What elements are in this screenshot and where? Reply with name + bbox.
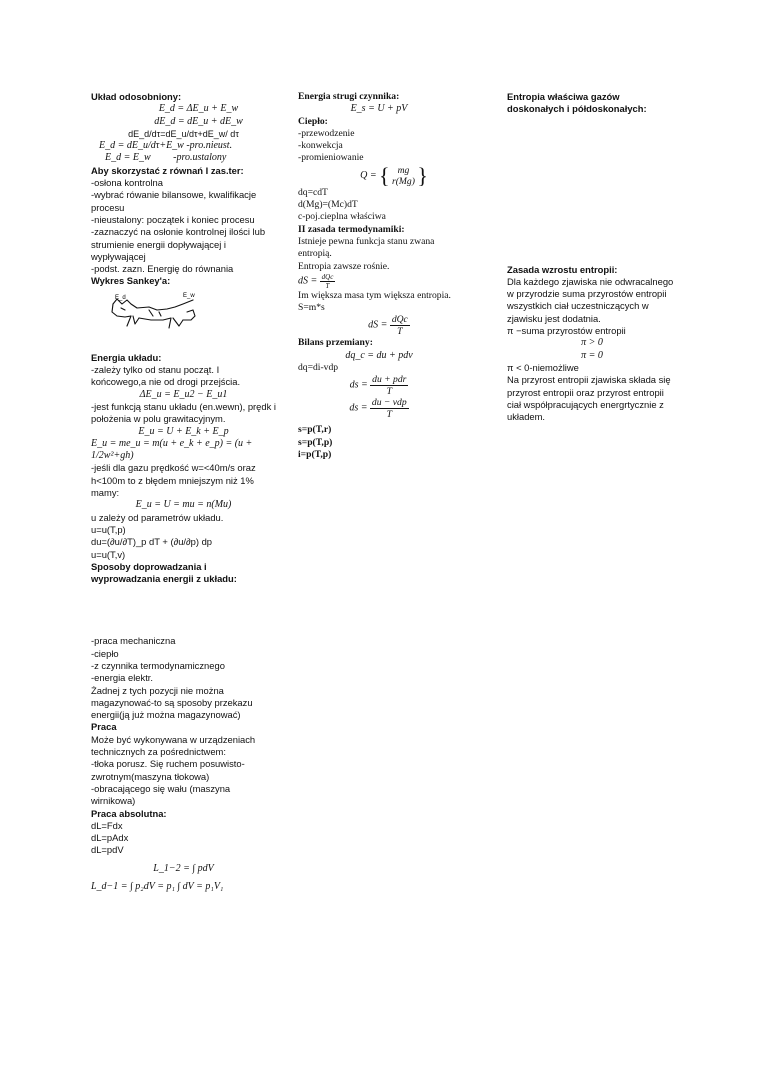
u-tv: u=u(T,v) [91,548,126,560]
tail-item: i=p(T,p) [298,448,332,460]
ds3-left: ds = [349,380,368,392]
ii-text-2: Entropia zawsze rośnie. [298,260,390,272]
equation-eu-3: E_u = U = mu = n(Mu) [135,499,232,511]
s-ms: S=m*s [298,302,325,314]
sankey-label-ew: E_w [183,292,195,299]
aby-item: -zaznaczyć na osłonie kontrolnej ilości lub strumienie energii dopływającej i wypływającej [91,226,266,262]
absolutna-item: dL=Fdx [91,819,123,831]
pi-definition: π −suma przyrostów entropii [507,325,626,337]
aby-item: -wybrać rówanie bilansowe, kwalifikacje procesu [91,189,257,213]
column-left [91,91,276,893]
ds3-den: T [386,386,392,398]
heading-praca-absolutna: Praca absolutna: [91,807,167,819]
u-tp: u=u(T,p) [91,523,126,535]
def-item: c-poj.cieplna właściwa [298,211,386,223]
pi-2: π = 0 [581,349,603,361]
q-left: Q = [360,169,377,181]
heading-aby-skorzystac: Aby skorzystać z równań I zas.ter: [91,164,244,176]
equation-delta-eu: ΔE_u = E_u2 − E_u1 [139,388,228,400]
def-item: d(Mg)=(Mc)dT [298,199,358,211]
sankey-diagram-sketch [109,290,199,340]
ds4-num: du − vdp [371,397,407,409]
equation-ed-3: dE_d/dτ=dE_u/dτ+dE_w/ dτ [128,128,239,139]
equation-ld1: L_d−1 = ∫ p₂dV = p₁ ∫ dV = p₁V₁ [91,881,224,893]
energia-text-3: -jeśli dla gazu prędkość w=<40m/s oraz h<100m to z błędem mniejszym niż 1% mamy: [91,462,256,499]
equation-dqc: dq_c = du + pdv [345,349,413,361]
praca-item: Może być wykonywana w urządzeniach technicznych za pośrednictwem: [91,733,256,758]
fraction [370,374,408,397]
tail-item: s=p(T,p) [298,436,333,448]
sposoby-item: Żadnej z tych pozycji nie można magazynować-to są sposoby przekazu energii(ją już można magazynować) [91,684,253,721]
heading-zasada-wzrostu: Zasada wzrostu entropii: [507,263,618,275]
equation-q [298,162,460,188]
heading-sposoby: Sposoby doprowadzania i wyprowadzania energii z układu: [91,560,237,585]
brace-close-icon: } [417,162,428,188]
zasada-text: Dla każdego zjawiska nie odwracalnego w przyrodzie suma przyrostów entropii wszystkich ciał uczestniczących w zjawisku jest dodatnia. [507,275,674,324]
ds3-num: du + pdr [372,374,407,386]
fraction [320,273,336,290]
heading-energia-ukladu: Energia układu: [91,351,162,363]
energia-text-2: -jest funkcją stanu układu (en.wewn), prędk i położenia w polu grawitacyjnym. [91,400,276,425]
q-case-1: mg [397,164,410,176]
aby-item: -podst. zazn. Energię do równania [91,263,234,275]
heading-cieplo: Ciepło: [298,115,328,127]
equation-ds-3 [298,374,460,397]
heading-sankey: Wykres Sankey'a: [91,275,171,287]
equation-ed-4: E_d = dE_u/dτ+E_w -pro.nieust. [99,140,233,152]
ds2-num: dQc [391,314,408,326]
cieplo-item: -przewodzenie [298,127,355,139]
praca-item: -obracającego się wału (maszyna wirnikowa) [91,782,231,807]
equation-ds-4 [298,397,460,420]
cieplo-item: -promieniowanie [298,152,364,164]
aby-item: -osłona kontrolna [91,177,163,189]
energia-text-4: u zależy od parametrów układu. [91,511,224,523]
aby-item: -nieustalony: początek i koniec procesu [91,213,255,225]
tail-item: s=p(T,r) [298,424,332,436]
heading-bilans: Bilans przemiany: [298,337,373,349]
pi-1: π > 0 [581,337,603,349]
column-right [507,91,677,423]
heading-praca: Praca [91,721,117,733]
ds2-den: T [397,326,403,338]
ds4-left: ds = [349,403,368,415]
equation-eu-2: E_u = me_u = m(u + e_k + e_p) = (u + 1/2w²+gh) [91,437,253,462]
heading-uklad-odosobniony: Układ odosobniony: [91,91,182,102]
fraction [370,397,409,420]
pi-3: π < 0-niemożliwe [507,361,579,373]
equation-eu: E_u = U + E_k + E_p [138,425,229,437]
heading-ii-zasada: II zasada termodynamiki: [298,223,405,235]
q-cases [392,165,415,187]
fraction [390,314,410,337]
zasada-text-2: Na przyrost entropii zjawiska składa się przyrost entropii oraz przyrost entropii ciał współpracujących energrtycznie z układem. [507,374,671,423]
absolutna-item: dL=pAdx [91,832,129,844]
ds-den: T [325,281,330,290]
sankey-label-ed: E_d [115,294,126,301]
ds-left: dS = [298,275,318,287]
equation-ed-2: dE_d = dE_u + dE_w [154,115,243,127]
def-item: dq=cdT [298,186,328,198]
heading-entropia-wlasciwa: Entropia właściwa gazów doskonałych i półdoskonałych: [507,91,647,115]
ds-num: dQc [321,272,334,281]
ds2-left: dS = [368,320,388,332]
energia-text: -zależy tylko od stanu począt. I końcowego,a nie od drogi przejścia. [91,364,241,388]
equation-ds-small [298,273,460,290]
ii-text-1: Istnieje pewna funkcja stanu zwana entropią. [298,235,435,260]
sposoby-item: -energia elektr. [91,672,154,684]
equation-ed-5: E_d = E_w -pro.ustalony [105,152,227,164]
sposoby-item: -z czynnika termodynamicznego [91,659,225,671]
column-middle [298,91,460,461]
cieplo-item: -konwekcja [298,140,343,152]
absolutna-item: dL=pdV [91,844,124,856]
sposoby-item: -ciepło [91,647,119,659]
du-equation: du=(∂u/∂T)_p dT + (∂u/∂p) dp [91,536,213,548]
ds4-den: T [386,409,392,421]
brace-icon: { [379,162,390,188]
equation-es: E_s = U + pV [350,103,408,115]
heading-energia-strugi: Energia strugi czynnika: [298,91,400,102]
ii-text-3: Im większa masa tym większa entropia. [298,289,451,301]
equation-dq: dq=di-vdp [298,362,339,374]
sposoby-item: -praca mechaniczna [91,635,176,647]
equation-l12: L_1−2 = ∫ pdV [153,862,214,874]
equation-ed-1: E_d = ΔE_u + E_w [158,103,239,115]
q-case-2: r(Mg) [391,175,415,187]
equation-ds-2 [298,314,460,337]
praca-item: -tłoka porusz. Się ruchem posuwisto-zwrotnym(maszyna tłokowa) [91,758,245,782]
